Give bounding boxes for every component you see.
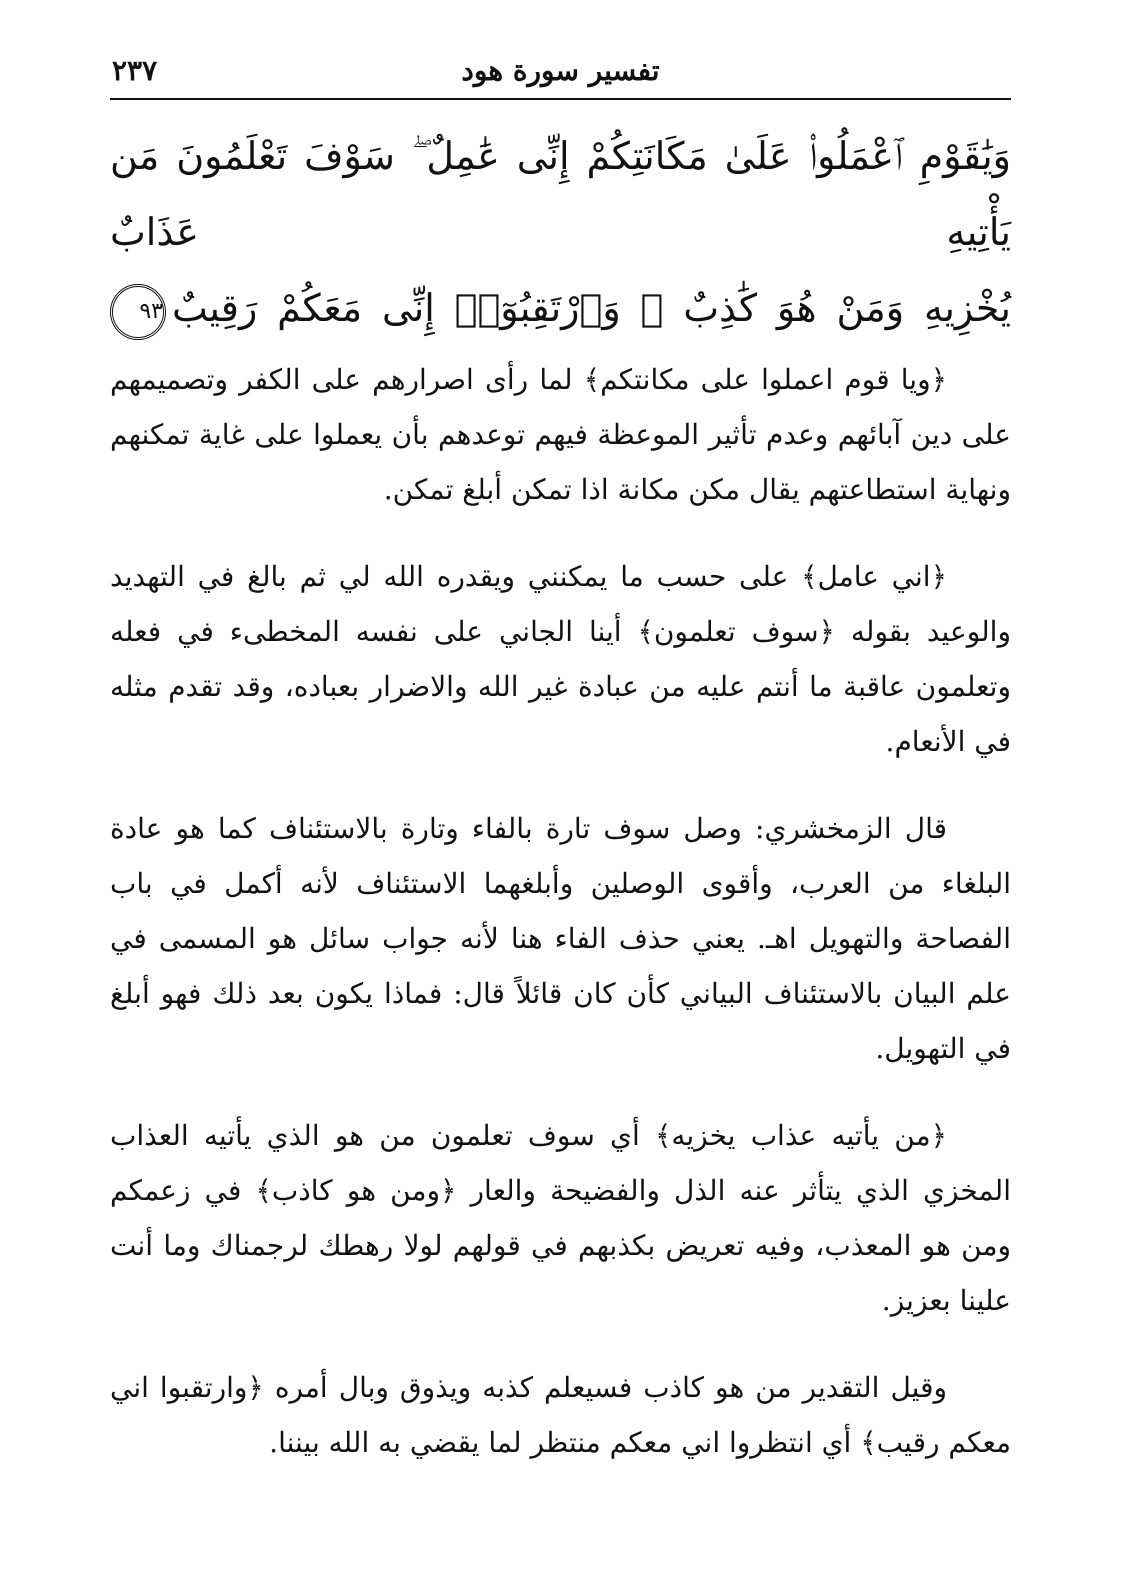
commentary-body	[110, 352, 1011, 1502]
page-number: ٢٣٧	[112, 54, 158, 87]
running-title: تفسير سورة هود	[461, 54, 660, 87]
commentary-paragraph: قال الزمخشري: وصل سوف تارة بالفاء وتارة بالاستئناف كما هو عادة البلغاء من العرب، وأقوى الوصلين وأبلغهما الاستئناف لأنه أكمل في باب الفصاحة والتهويل اهـ. يعني حذف الفاء هنا لأنه جواب سائل هو المسمى في علم البيان بالاستئناف البياني كأن كان قائلاً قال: فماذا يكون بعد ذلك فهو أبلغ في التهويل.	[110, 812, 1011, 1065]
commentary-paragraph: وقيل التقدير من هو كاذب فسيعلم كذبه ويذوق وبال أمره ﴿وارتقبوا اني معكم رقيب﴾ أي انتظروا اني معكم منتظر لما يقضي به الله بيننا.	[110, 1371, 1011, 1459]
page-header	[110, 52, 1011, 100]
commentary-paragraph: ﴿اني عامل﴾ على حسب ما يمكنني ويقدره الله لي ثم بالغ في التهديد والوعيد بقوله ﴿سوف تعلمون﴾ أينا الجاني على نفسه المخطىء في فعله وتعلمون عاقبة ما أنتم عليه من عبادة غير الله والاضرار بعباده، وقد تقدم مثله في الأنعام.	[110, 560, 1011, 758]
verse-line-2-text: يُخْزِيهِ وَمَنْ هُوَ كَٰذِبٌ ۖ وَٱرْتَقِبُوٓا۟ إِنِّى مَعَكُمْ رَقِيبٌ	[172, 286, 1011, 330]
commentary-paragraph: ﴿ويا قوم اعملوا على مكانتكم﴾ لما رأى اصرارهم على الكفر وتصميمهم على دين آبائهم وعدم تأثير الموعظة فيهم توعدهم بأن يعملوا على غاية تمكنهم ونهاية استطاعتهم يقال مكن مكانة اذا تمكن أبلغ تمكن.	[110, 363, 1011, 506]
verse-line-2	[110, 270, 1011, 346]
ayah-number-marker: ٩٣	[110, 284, 166, 340]
quran-verse	[110, 118, 1011, 346]
verse-line-1: وَيَٰقَوْمِ ٱعْمَلُوا۟ عَلَىٰ مَكَانَتِكُمْ إِنِّى عَٰمِلٌ ۖ سَوْفَ تَعْلَمُونَ مَن يَأْتِيهِ عَذَابٌ	[110, 134, 1011, 254]
commentary-paragraph: ﴿من يأتيه عذاب يخزيه﴾ أي سوف تعلمون من هو الذي يأتيه العذاب المخزي الذي يتأثر عنه الذل والفضيحة والعار ﴿ومن هو كاذب﴾ في زعمكم ومن هو المعذب، وفيه تعريض بكذبهم في قولهم لولا رهطك لرجمناك وما أنت علينا بعزيز.	[110, 1119, 1011, 1317]
